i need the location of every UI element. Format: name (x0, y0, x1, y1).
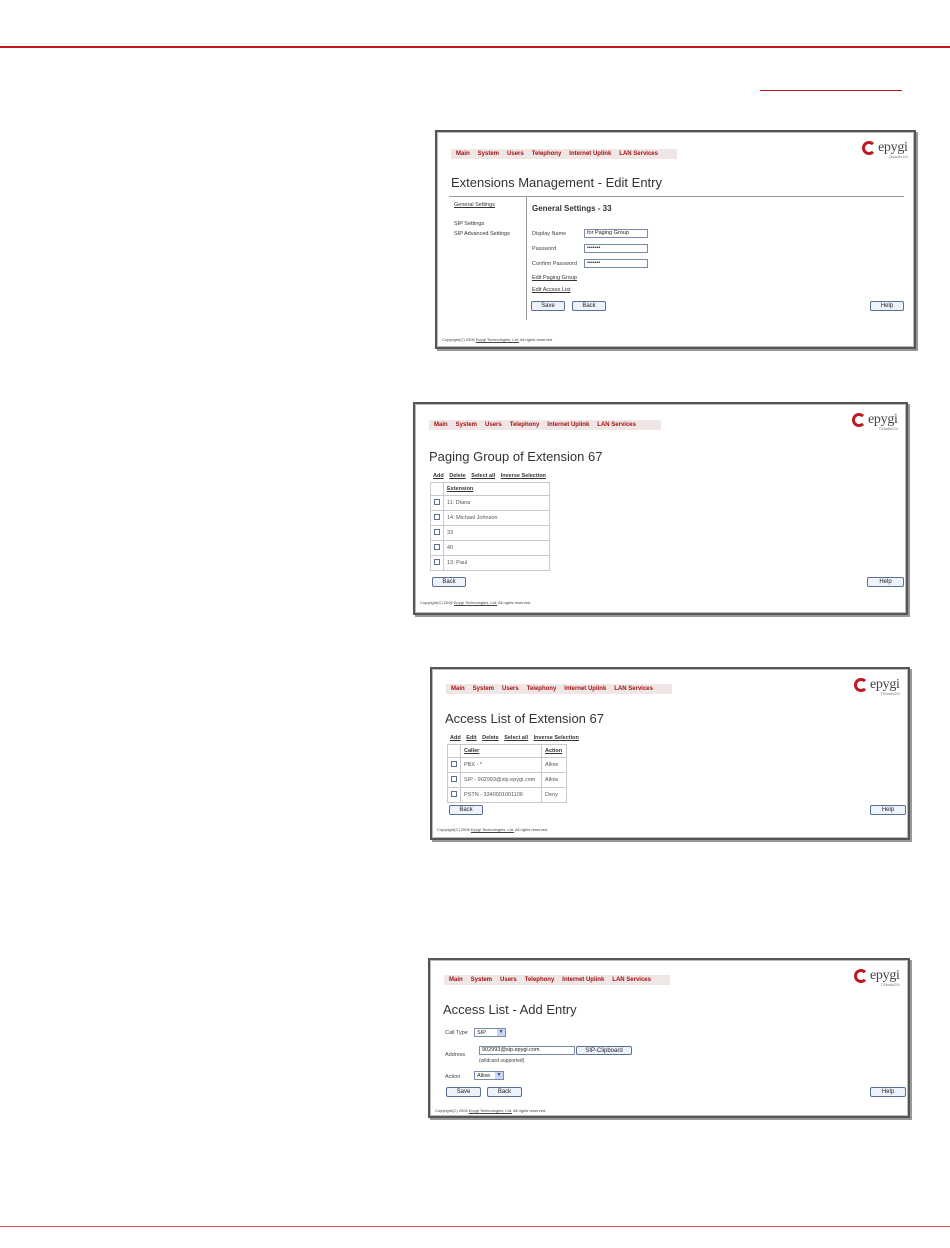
epygi-logo: epygi TStudio20i (854, 968, 900, 984)
row-extension: 40 (444, 541, 550, 556)
row-action: Allow (542, 773, 567, 788)
table-row (431, 556, 550, 571)
address-field[interactable]: 902993@sip.epygi.com (479, 1046, 575, 1055)
copyright: Copyright(C) 2006 Epygi Technologies, Ltd. All rights reserved. (420, 600, 532, 605)
section-heading: General Settings - 33 (532, 204, 612, 213)
row-checkbox[interactable] (434, 499, 440, 505)
menu-telephony[interactable]: Telephony (531, 151, 562, 157)
edit-access-list-link[interactable]: Edit Access List (532, 287, 571, 293)
row-checkbox[interactable] (451, 761, 457, 767)
table-row (448, 758, 567, 773)
wildcard-note: (wildcard supported) (479, 1058, 525, 1064)
page-title: Access List of Extension 67 (445, 711, 604, 726)
menu-users[interactable]: Users (507, 151, 524, 157)
row-action: Allow (542, 758, 567, 773)
edit-link[interactable]: Edit (466, 735, 477, 741)
screenshot-paging-group (413, 402, 908, 615)
add-link[interactable]: Add (433, 473, 444, 479)
delete-link[interactable]: Delete (482, 735, 499, 741)
table-row (431, 496, 550, 511)
page-title: Paging Group of Extension 67 (429, 449, 603, 464)
epygi-swirl-icon (862, 141, 876, 155)
menu-telephony[interactable]: Telephony (509, 422, 540, 428)
main-menu (444, 975, 670, 985)
main-menu (451, 149, 677, 159)
row-checkbox[interactable] (434, 559, 440, 565)
add-link[interactable]: Add (450, 735, 461, 741)
screenshot-edit-entry (435, 130, 916, 349)
settings-sidebar (449, 196, 527, 320)
row-extension: 11: Diana (444, 496, 550, 511)
page-title: Access List - Add Entry (443, 1002, 577, 1017)
menu-main[interactable]: Main (456, 151, 470, 157)
table-row (431, 511, 550, 526)
menu-system[interactable]: System (477, 151, 500, 157)
back-button[interactable]: Back (572, 301, 606, 311)
display-name-field[interactable]: for Paging Group (584, 229, 648, 238)
menu-lan-services[interactable]: LAN Services (619, 151, 658, 157)
chevron-down-icon: ▼ (498, 1029, 504, 1035)
row-checkbox[interactable] (451, 776, 457, 782)
menu-users[interactable]: Users (485, 422, 502, 428)
help-button[interactable]: Help (870, 301, 904, 311)
save-button[interactable]: Save (446, 1087, 481, 1097)
menu-main[interactable]: Main (449, 977, 463, 983)
row-checkbox[interactable] (434, 529, 440, 535)
footer-rule (0, 1226, 950, 1227)
display-name-label: Display Name (532, 231, 567, 237)
row-action: Deny (542, 788, 567, 803)
help-button[interactable]: Help (870, 805, 906, 815)
inverse-selection-link[interactable]: Inverse Selection (500, 473, 546, 479)
sidebar-item-general-settings[interactable]: General Settings (454, 202, 495, 208)
table-toolbar (433, 473, 550, 479)
row-caller: PBX - * (461, 758, 542, 773)
row-extension: 13: Paul (444, 556, 550, 571)
menu-main[interactable]: Main (451, 686, 465, 692)
sip-clipboard-button[interactable]: SIP-Clipboard (576, 1046, 632, 1055)
table-row (448, 773, 567, 788)
table-toolbar (450, 735, 583, 741)
column-extension[interactable]: Extension (444, 483, 550, 496)
action-label: Action (445, 1074, 461, 1080)
table-row (431, 541, 550, 556)
row-checkbox[interactable] (451, 791, 457, 797)
access-list-table (447, 744, 567, 803)
address-label: Address (445, 1052, 466, 1058)
select-all-link[interactable]: Select all (471, 473, 496, 479)
page-title: Extensions Management - Edit Entry (451, 175, 662, 190)
menu-lan-services[interactable]: LAN Services (614, 686, 653, 692)
sidebar-item-sip-settings[interactable]: SIP Settings (454, 221, 485, 227)
menu-users[interactable]: Users (500, 977, 517, 983)
menu-main[interactable]: Main (434, 422, 448, 428)
delete-link[interactable]: Delete (449, 473, 466, 479)
menu-system[interactable]: System (470, 977, 493, 983)
copyright: Copyright(C) 2006 Epygi Technologies, Ltd. All rights reserved. (437, 827, 549, 832)
menu-internet-uplink[interactable]: Internet Uplink (562, 977, 605, 983)
row-caller: SIP - 902993@sip.epygi.com (461, 773, 542, 788)
row-extension: 33 (444, 526, 550, 541)
action-select[interactable]: Allow ▼ (474, 1071, 504, 1080)
copyright: Copyright(C) 2006 Epygi Technologies, Ltd. All rights reserved. (442, 337, 554, 342)
screenshot-add-entry (428, 958, 910, 1118)
select-all-link[interactable]: Select all (504, 735, 529, 741)
table-header-row (448, 745, 567, 758)
main-menu (446, 684, 672, 694)
confirm-password-label: Confirm Password (532, 261, 577, 267)
chevron-down-icon: ▼ (496, 1072, 502, 1078)
menu-users[interactable]: Users (502, 686, 519, 692)
menu-internet-uplink[interactable]: Internet Uplink (569, 151, 612, 157)
screenshot-access-list (430, 667, 910, 840)
row-checkbox[interactable] (434, 514, 440, 520)
back-button[interactable]: Back (449, 805, 483, 815)
epygi-swirl-icon (852, 413, 866, 427)
menu-internet-uplink[interactable]: Internet Uplink (547, 422, 590, 428)
inverse-selection-link[interactable]: Inverse Selection (533, 735, 579, 741)
table-header-row (431, 483, 550, 496)
edit-paging-group-link[interactable]: Edit Paging Group (532, 275, 577, 281)
epygi-swirl-icon (854, 969, 868, 983)
password-field[interactable]: ••••••• (584, 244, 648, 253)
confirm-password-field[interactable]: ••••••• (584, 259, 648, 268)
call-type-label: Call Type (445, 1030, 468, 1036)
password-label: Password (532, 246, 557, 252)
epygi-logo: epygi TStudio20i (854, 677, 900, 693)
save-button[interactable]: Save (531, 301, 565, 311)
epygi-swirl-icon (854, 678, 868, 692)
menu-system[interactable]: System (455, 422, 478, 428)
paging-group-table (430, 482, 550, 571)
row-extension: 14: Michael Johnson (444, 511, 550, 526)
call-type-select[interactable]: SIP ▼ (474, 1028, 506, 1037)
epygi-logo: epygi TStudio20i (852, 412, 898, 428)
column-caller[interactable]: Caller (461, 745, 542, 758)
general-settings-panel (527, 196, 904, 320)
menu-lan-services[interactable]: LAN Services (597, 422, 636, 428)
table-row (448, 788, 567, 803)
menu-telephony[interactable]: Telephony (524, 977, 555, 983)
header-link-underline (760, 90, 902, 91)
menu-telephony[interactable]: Telephony (526, 686, 557, 692)
header-rule (0, 46, 950, 48)
help-button[interactable]: Help (870, 1087, 906, 1097)
row-checkbox[interactable] (434, 544, 440, 550)
menu-system[interactable]: System (472, 686, 495, 692)
table-row (431, 526, 550, 541)
epygi-logo: epygi Quadro10i (862, 140, 908, 156)
row-caller: PSTN - 3340001001106 (461, 788, 542, 803)
back-button[interactable]: Back (487, 1087, 522, 1097)
menu-internet-uplink[interactable]: Internet Uplink (564, 686, 607, 692)
back-button[interactable]: Back (432, 577, 466, 587)
main-menu (429, 420, 661, 430)
column-action[interactable]: Action (542, 745, 567, 758)
menu-lan-services[interactable]: LAN Services (612, 977, 651, 983)
help-button[interactable]: Help (867, 577, 904, 587)
copyright: Copyright(C) 2006 Epygi Technologies, Ltd. All rights reserved. (435, 1108, 547, 1113)
sidebar-item-sip-advanced[interactable]: SIP Advanced Settings (454, 231, 510, 237)
